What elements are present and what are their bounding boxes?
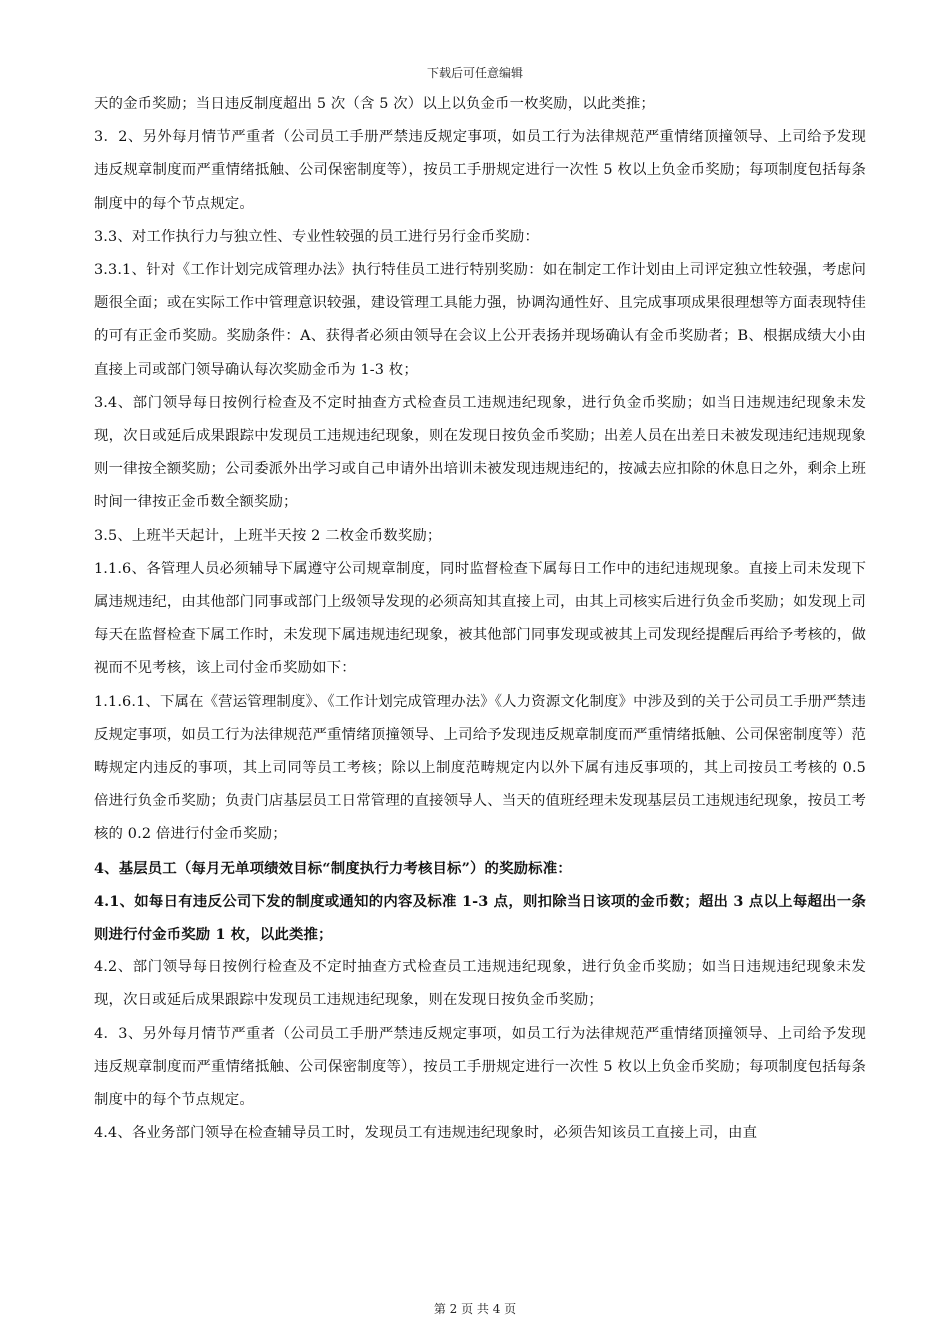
paragraph: 3.3.1、针对《工作计划完成管理办法》执行特佳员工进行特别奖励：如在制定工作计划由上司评定独立性较强，考虑问题很全面；或在实际工作中管理意识较强，建设管理工具能力强，协调沟通性好、且完成事项成果很理想等方面表现特佳的可有正金币奖励。奖励条件：A、获得者必须由领导在会议上公开表扬并现场确认有金币奖励者；B、根据成绩大小由直接上司或部门领导确认每次奖励金币为 1-3 枚； — [94, 262, 866, 378]
paragraph: 天的金币奖励；当日违反制度超出 5 次（含 5 次）以上以负金币一枚奖励，以此类推； — [94, 96, 655, 112]
section-heading: 4、基层员工（每月无单项绩效目标“制度执行力考核目标”）的奖励标准： — [94, 859, 572, 877]
paragraph: 4.2、部门领导每日按例行检查及不定时抽查方式检查员工违规违纪现象，进行负金币奖励；如当日违规违纪现象未发现，次日或延后成果跟踪中发现员工违规违纪现象，则在发现日按负金币奖励； — [94, 959, 866, 1009]
paragraph: 1.1.6、各管理人员必须辅导下属遵守公司规章制度，同时监督检查下属每日工作中的违纪违规现象。直接上司未发现下属违规违纪，由其他部门同事或部门上级领导发现的必须高知其直接上司，由其上司核实后进行负金币奖励；如发现上司每天在监督检查下属工作时，未发现下属违规违纪现象，被其他部门同事发现或被其上司发现经提醒后再给予考核的，做视而不见考核，该上司付金币奖励如下： — [94, 560, 866, 677]
paragraph: 3.5、上班半天起计，上班半天按 2 二枚金币数奖励； — [94, 527, 442, 544]
paragraph: 3.4、部门领导每日按例行检查及不定时抽查方式检查员工违规违纪现象，进行负金币奖励；如当日违规违纪现象未发现，次日或延后成果跟踪中发现员工违规违纪现象，则在发现日按负金币奖励；出差人员在出差日未被发现违纪违规现象则一律按全额奖励；公司委派外出学习或自己申请外出培训未被发现违规违纪的，按减去应扣除的休息日之外，剩余上班时间一律按正金币数全额奖励； — [94, 394, 866, 511]
paragraph: 1.1.6.1、下属在《营运管理制度》、《工作计划完成管理办法》《人力资源文化制度》中涉及到的关于公司员工手册严禁违反规定事项，如员工行为法律规范严重情绪顶撞领导、上司给予发现违反规章制度而严重情绪抵触、公司保密制度等）范畴规定内违反的事项，其上司同等员工考核；除以上制度范畴规定内以外下属有违反事项的，其上司按员工考核的 0.5 倍进行负金币奖励；负责门店基层员工日常管理的直接领导人、当天的值班经理未发现基层员工违规违纪现象，按员工考核的 0.2 倍进行付金币奖励； — [94, 693, 866, 843]
paragraph: 3.3、对工作执行力与独立性、专业性较强的员工进行另行金币奖励： — [94, 228, 540, 245]
paragraph: 3．2、另外每月情节严重者（公司员工手册严禁违反规定事项，如员工行为法律规范严重情绪顶撞领导、上司给予发现违反规章制度而严重情绪抵触、公司保密制度等），按员工手册规定进行一次性 5 枚以上负金币奖励；每项制度包括每条制度中的每个节点规定。 — [94, 129, 866, 212]
paragraph: 4.4、各业务部门领导在检查辅导员工时，发现员工有违规违纪现象时，必须告知该员工直接上司，由直 — [94, 1125, 758, 1142]
paragraph-bold: 4.1、如每日有违反公司下发的制度或通知的内容及标准 1-3 点，则扣除当日该项的金币数；超出 3 点以上每超出一条则进行付金币奖励 1 枚，以此类推； — [94, 892, 866, 944]
document-body — [94, 88, 866, 1151]
page-header: 下载后可任意编辑 — [426, 66, 523, 80]
paragraph: 4．3、另外每月情节严重者（公司员工手册严禁违反规定事项，如员工行为法律规范严重情绪顶撞领导、上司给予发现违反规章制度而严重情绪抵触、公司保密制度等），按员工手册规定进行一次性 5 枚以上负金币奖励；每项制度包括每条制度中的每个节点规定。 — [94, 1025, 866, 1109]
page-footer: 第 2 页 共 4 页 — [433, 1302, 517, 1316]
